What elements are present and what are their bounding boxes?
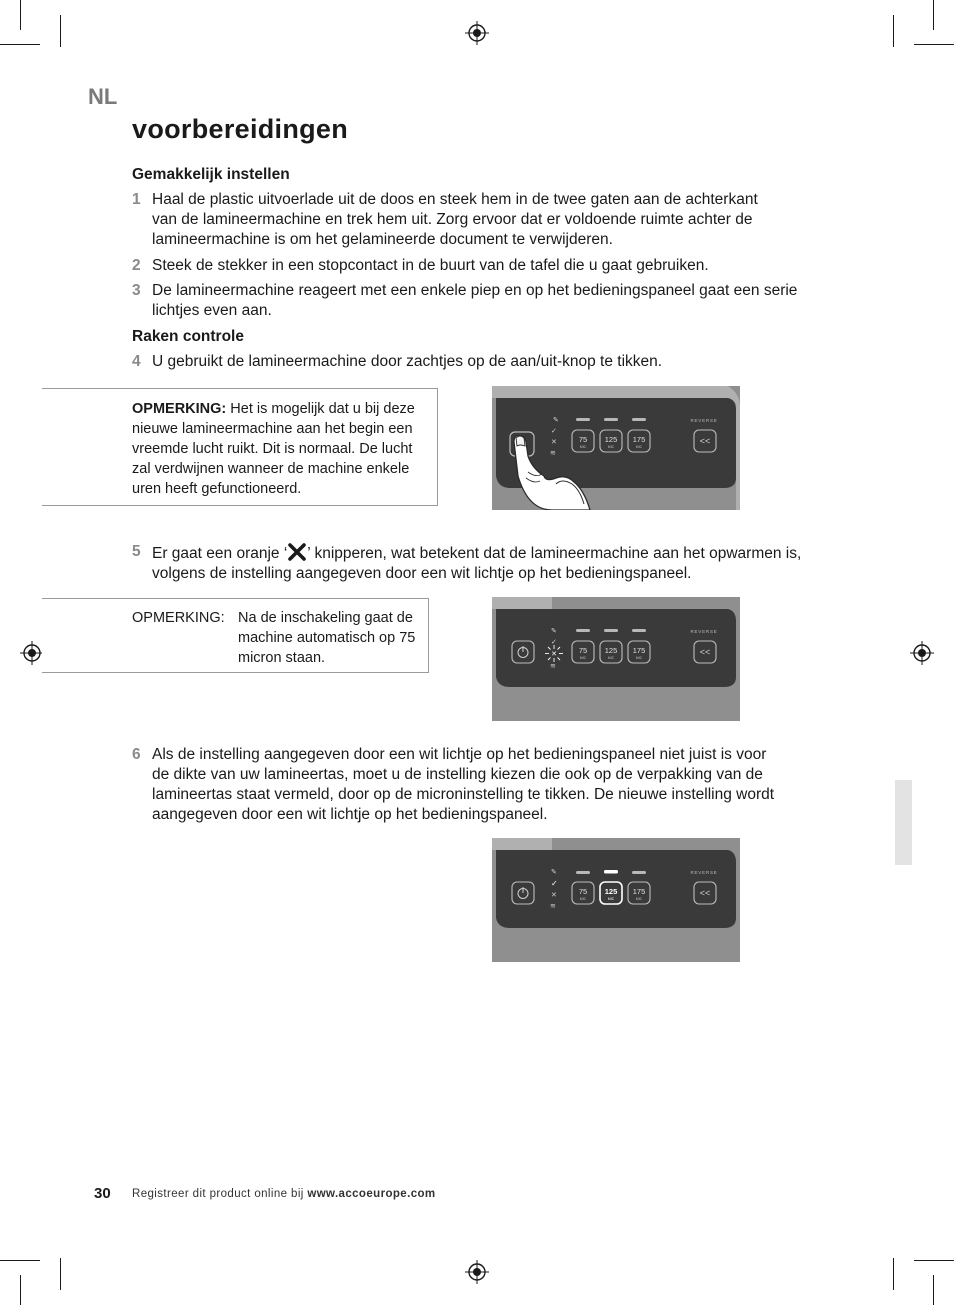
note-text: Na de inschakeling gaat de machine automatisch op 75 micron staan. xyxy=(238,610,416,666)
page-number: 30 xyxy=(94,1185,111,1202)
note-label: OPMERKING: xyxy=(132,610,225,626)
svg-text:≋: ≋ xyxy=(550,662,556,670)
svg-text:MIC: MIC xyxy=(635,445,643,449)
step-number: 2 xyxy=(132,257,141,274)
registration-mark-icon xyxy=(465,21,489,45)
crop-mark xyxy=(933,0,934,30)
svg-text:✎: ✎ xyxy=(553,416,559,424)
step-text: Steek de stekker in een stopcontact in de buurt van de tafel die u gaat gebruiken. xyxy=(152,257,709,274)
footer-text: Registreer dit product online bij www.accoeurope.com xyxy=(132,1188,436,1200)
svg-text:MIC: MIC xyxy=(607,445,615,449)
step-number: 5 xyxy=(132,543,141,560)
reverse-symbol: << xyxy=(699,647,711,657)
registration-mark-icon xyxy=(20,641,44,665)
svg-text:✓: ✓ xyxy=(551,427,557,435)
step-number: 3 xyxy=(132,282,141,299)
page-title: voorbereidingen xyxy=(132,114,349,144)
setting-175-label: 175 xyxy=(632,435,646,444)
svg-text:≋: ≋ xyxy=(550,449,556,457)
svg-text:MIC: MIC xyxy=(579,656,587,660)
crop-mark xyxy=(933,1275,934,1305)
reverse-label: REVERSE xyxy=(690,870,718,875)
language-side-tab xyxy=(895,780,912,865)
step-text: Als de instelling aangegeven door een wit lichtje op het bedieningspaneel niet juist is voor de dikte van uw lamineertas, moet u de instelling kiezen die ook op de verpakking van de lamineertas staat vermeld, door op de microninstelling te tikken. De nieuwe instelling wordt aangegeven door een wit lichtje op het bedieningspaneel. xyxy=(152,746,775,823)
setting-75-label: 75 xyxy=(578,435,588,444)
note-box-1 xyxy=(42,388,438,506)
step-text: De lamineermachine reageert met een enkele piep en op het bedieningspaneel gaat een serie lichtjes even aan. xyxy=(152,282,798,319)
note-content xyxy=(132,399,432,499)
svg-text:MIC: MIC xyxy=(607,897,615,901)
step-number: 1 xyxy=(132,191,141,208)
step-4 xyxy=(132,352,822,372)
svg-text:MIC: MIC xyxy=(635,656,643,660)
reverse-symbol: << xyxy=(699,436,711,446)
svg-text:✕: ✕ xyxy=(551,438,557,446)
control-panel-image-warming xyxy=(492,597,740,721)
setting-125-label: 125 xyxy=(604,435,618,444)
step-5 xyxy=(132,542,822,584)
registration-mark-icon xyxy=(910,641,934,665)
step-text: Haal de plastic uitvoerlade uit de doos en steek hem in de twee gaten aan de achterkant van de lamineermachine en trek hem uit. Zorg ervoor dat er voldoende ruimte achter de lamineermachine is om het gelamineerde document te verwijderen. xyxy=(152,191,758,248)
step-number: 6 xyxy=(132,746,141,763)
control-panel-image-setting xyxy=(492,838,740,962)
setting-75-label: 75 xyxy=(578,646,588,655)
crop-mark xyxy=(914,44,954,45)
svg-text:✎: ✎ xyxy=(551,868,557,876)
step-text: Er gaat een oranje ‘ ’ knipperen, wat betekent dat de lamineermachine aan het opwarmen is, volgens de instelling aangegeven door een wit lichtje op het bedieningspaneel. xyxy=(152,542,817,584)
svg-text:✕: ✕ xyxy=(551,650,557,658)
step-text: U gebruikt de lamineermachine door zachtjes op de aan/uit-knop te tikken. xyxy=(152,353,663,370)
control-panel-image-touch xyxy=(492,386,740,510)
crop-mark xyxy=(60,1258,61,1290)
svg-text:✎: ✎ xyxy=(551,627,557,635)
crop-mark xyxy=(0,1260,40,1261)
setting-175-label: 175 xyxy=(632,887,646,896)
orange-x-indicator-icon xyxy=(287,542,307,562)
note-text: Het is mogelijk dat u bij deze nieuwe lamineermachine aan het begin een vreemde lucht ruikt. Dit is normaal. De lucht zal verdwijnen wanneer de machine enkele uren heeft gefunctioneerd. xyxy=(132,401,415,497)
crop-mark xyxy=(914,1260,954,1261)
svg-text:✓: ✓ xyxy=(551,879,558,888)
crop-mark xyxy=(0,44,40,45)
section-heading-setup: Gemakkelijk instellen xyxy=(132,166,290,183)
note-box-2 xyxy=(42,598,429,673)
step-1 xyxy=(132,190,822,250)
reverse-label: REVERSE xyxy=(690,629,718,634)
footer-url-link[interactable]: www.accoeurope.com xyxy=(307,1188,436,1200)
crop-mark xyxy=(20,1275,21,1305)
reverse-label: REVERSE xyxy=(690,418,718,423)
step-number: 4 xyxy=(132,353,141,370)
svg-text:MIC: MIC xyxy=(607,656,615,660)
crop-mark xyxy=(893,15,894,47)
reverse-symbol: << xyxy=(699,888,711,898)
note-label: OPMERKING: xyxy=(132,401,227,417)
svg-text:✕: ✕ xyxy=(551,891,557,899)
setting-125-label: 125 xyxy=(604,646,618,655)
setting-125-label: 125 xyxy=(604,887,618,896)
step-2 xyxy=(132,256,822,276)
crop-mark xyxy=(60,15,61,47)
crop-mark xyxy=(20,0,21,30)
svg-text:MIC: MIC xyxy=(635,897,643,901)
language-label: NL xyxy=(88,84,118,109)
svg-text:✓: ✓ xyxy=(551,638,557,646)
registration-mark-icon xyxy=(465,1260,489,1284)
step-3 xyxy=(132,281,822,321)
svg-text:MIC: MIC xyxy=(579,897,587,901)
setting-75-label: 75 xyxy=(578,887,588,896)
section-heading-touch-control: Raken controle xyxy=(132,328,244,345)
svg-text:MIC: MIC xyxy=(579,445,587,449)
setting-175-label: 175 xyxy=(632,646,646,655)
svg-text:≋: ≋ xyxy=(550,902,556,910)
step-6 xyxy=(132,745,822,825)
crop-mark xyxy=(893,1258,894,1290)
